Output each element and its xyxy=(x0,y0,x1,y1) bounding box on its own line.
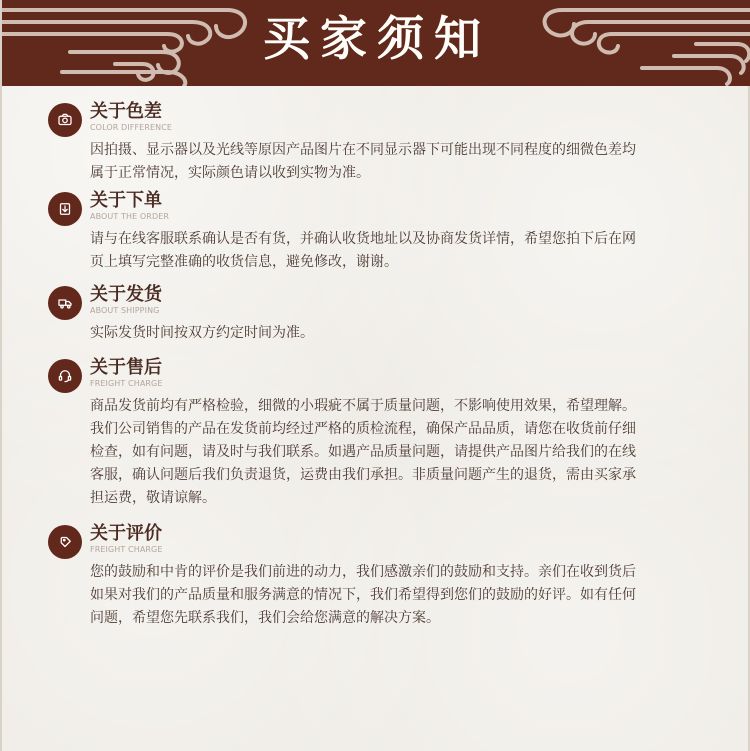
section-body: 因拍摄、显示器以及光线等原因产品图片在不同显示器下可能出现不同程度的细微色差均 属于正常情况，实际颜色请以收到实物为准。 xyxy=(90,142,636,181)
section-title: 关于下单 xyxy=(90,190,162,211)
section-body: 商品发货前均有严格检验，细微的小瑕疵不属于质量问题，不影响使用效果，希望理解。 我们公司销售的产品在发货前均经过严格的质检流程，确保产品品质，请您在收货前仔细 检查，如有问题，请及时与我们联系。如遇产品质量问题，请提供产品图片给我们的在线 客服，确认问题后我们负责退货，运费由我们承担。非质量问题产生的退货，需由买家承 担运费，敬请谅解。 xyxy=(90,398,636,506)
headset-icon xyxy=(48,359,82,393)
section-title: 关于发货 xyxy=(90,284,162,305)
section-subtitle: ABOUT THE ORDER xyxy=(90,212,170,221)
section-title: 关于色差 xyxy=(90,101,162,122)
section-body: 您的鼓励和中肯的评价是我们前进的动力，我们感激亲们的鼓励和支持。亲们在收到货后 如果对我们的产品质量和服务满意的情况下，我们希望得到您们的鼓励的好评。如有任何 问题，希望您先联系我们，我们会给您满意的解决方案。 xyxy=(90,564,636,626)
section-subtitle: FREIGHT CHARGE xyxy=(90,545,163,554)
delivery-truck-icon xyxy=(48,286,82,320)
section-body: 请与在线客服联系确认是否有货，并确认收货地址以及协商发货详情，希望您拍下后在网 页上填写完整准确的收货信息，避免修改，谢谢。 xyxy=(90,231,636,270)
section-subtitle: ABOUT SHIPPING xyxy=(90,306,160,315)
tag-icon xyxy=(48,525,82,559)
page-title: 买家须知 xyxy=(263,12,491,67)
section-title: 关于评价 xyxy=(90,523,162,544)
section-subtitle: COLOR DIFFERENCE xyxy=(90,123,173,132)
header-banner xyxy=(2,0,750,86)
section-body: 实际发货时间按双方约定时间为准。 xyxy=(90,325,314,341)
section-title: 关于售后 xyxy=(90,357,162,378)
section-subtitle: FREIGHT CHARGE xyxy=(90,379,163,388)
camera-icon xyxy=(48,103,82,137)
download-icon xyxy=(48,192,82,226)
